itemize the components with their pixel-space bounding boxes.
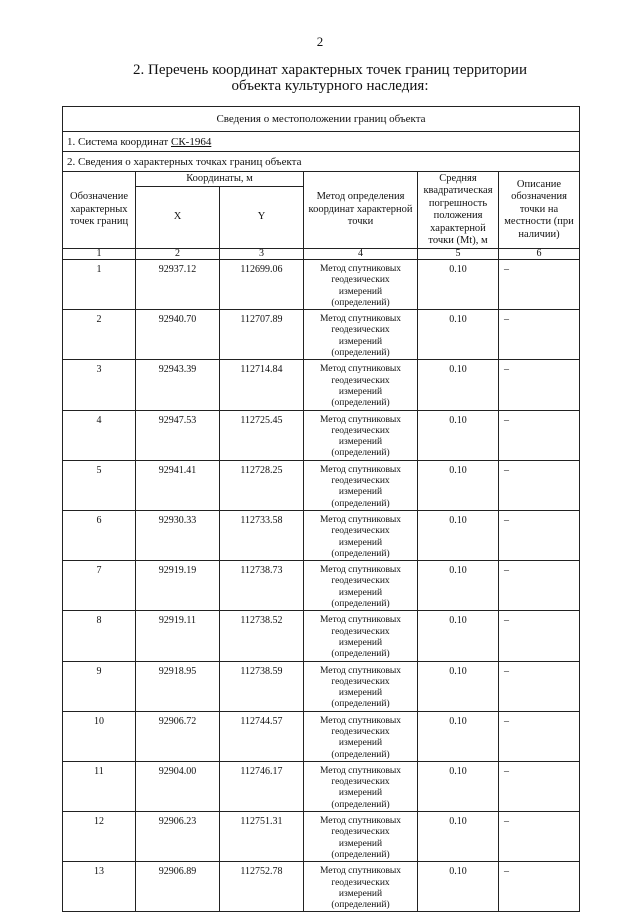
method-line: (определений) — [331, 548, 390, 559]
method-line: измерений — [338, 336, 383, 347]
col-header-coords: Координаты, м — [136, 172, 304, 187]
point-cell: 3 — [63, 360, 136, 410]
section-2-row: 2. Сведения о характерных точках границ объекта — [63, 152, 580, 172]
accuracy-cell: 0.10 — [418, 661, 499, 711]
description-cell: – — [499, 761, 580, 811]
method-line: (определений) — [331, 799, 390, 810]
description-cell: – — [499, 460, 580, 510]
y-coordinate-cell: 112725.45 — [220, 410, 304, 460]
method-line: Метод спутниковых — [319, 816, 402, 827]
column-number: 5 — [418, 249, 499, 260]
method-cell — [304, 410, 418, 460]
method-line: измерений — [338, 888, 383, 899]
accuracy-cell: 0.10 — [418, 812, 499, 862]
method-line: геодезических — [331, 576, 390, 587]
method-line: измерений — [338, 738, 383, 749]
accuracy-cell: 0.10 — [418, 410, 499, 460]
method-line: (определений) — [331, 398, 390, 409]
method-line: измерений — [338, 587, 383, 598]
coordinates-table — [62, 106, 580, 912]
col-header-method: Метод определения координат характерной точки — [304, 172, 418, 249]
method-line: геодезических — [331, 676, 390, 687]
method-line: измерений — [338, 838, 383, 849]
table-row — [63, 611, 580, 661]
description-cell: – — [499, 611, 580, 661]
method-line: Метод спутниковых — [319, 765, 402, 776]
accuracy-cell: 0.10 — [418, 260, 499, 310]
accuracy-cell: 0.10 — [418, 360, 499, 410]
accuracy-cell: 0.10 — [418, 510, 499, 560]
point-cell: 9 — [63, 661, 136, 711]
method-line: геодезических — [331, 425, 390, 436]
method-line: (определений) — [331, 448, 390, 459]
accuracy-cell: 0.10 — [418, 862, 499, 912]
method-line: измерений — [338, 688, 383, 699]
description-cell: – — [499, 510, 580, 560]
col-header-y: Y — [220, 187, 304, 249]
method-line: геодезических — [331, 275, 390, 286]
method-line: (определений) — [331, 348, 390, 359]
point-cell: 8 — [63, 611, 136, 661]
method-line: (определений) — [331, 699, 390, 710]
method-line: геодезических — [331, 325, 390, 336]
method-line: Метод спутниковых — [319, 514, 402, 525]
y-coordinate-cell: 112733.58 — [220, 510, 304, 560]
method-line: Метод спутниковых — [319, 615, 402, 626]
method-line: геодезических — [331, 726, 390, 737]
col-header-description: Описание обозначения точки на местности (при наличии) — [499, 172, 580, 249]
x-coordinate-cell: 92943.39 — [136, 360, 220, 410]
point-cell: 4 — [63, 410, 136, 460]
x-coordinate-cell: 92919.19 — [136, 561, 220, 611]
method-cell — [304, 862, 418, 912]
method-cell — [304, 661, 418, 711]
point-cell: 12 — [63, 812, 136, 862]
method-cell — [304, 360, 418, 410]
method-cell — [304, 812, 418, 862]
method-line: измерений — [338, 386, 383, 397]
method-line: (определений) — [331, 900, 390, 911]
method-line: (определений) — [331, 297, 390, 308]
x-coordinate-cell: 92919.11 — [136, 611, 220, 661]
description-cell: – — [499, 561, 580, 611]
description-cell: – — [499, 711, 580, 761]
y-coordinate-cell: 112752.78 — [220, 862, 304, 912]
x-coordinate-cell: 92940.70 — [136, 310, 220, 360]
table-row — [63, 460, 580, 510]
x-coordinate-cell: 92904.00 — [136, 761, 220, 811]
method-line: Метод спутниковых — [319, 414, 402, 425]
method-line: измерений — [338, 437, 383, 448]
method-line: Метод спутниковых — [319, 464, 402, 475]
page-number: 2 — [316, 34, 324, 49]
col-header-x: X — [136, 187, 220, 249]
x-coordinate-cell: 92941.41 — [136, 460, 220, 510]
description-cell: – — [499, 260, 580, 310]
method-line: Метод спутниковых — [319, 364, 402, 375]
point-cell: 1 — [63, 260, 136, 310]
table-row — [63, 260, 580, 310]
col-header-point: Обозначение характерных точек границ — [63, 172, 136, 249]
x-coordinate-cell: 92918.95 — [136, 661, 220, 711]
x-coordinate-cell: 92947.53 — [136, 410, 220, 460]
y-coordinate-cell: 112746.17 — [220, 761, 304, 811]
accuracy-cell: 0.10 — [418, 310, 499, 360]
table-row — [63, 310, 580, 360]
column-number: 4 — [304, 249, 418, 260]
point-cell: 7 — [63, 561, 136, 611]
table-row — [63, 360, 580, 410]
column-number-row — [63, 249, 580, 260]
y-coordinate-cell: 112738.59 — [220, 661, 304, 711]
method-cell — [304, 460, 418, 510]
point-cell: 5 — [63, 460, 136, 510]
col-header-accuracy: Средняя квадратическая погрешность положения характерной точки (Mt), м — [418, 172, 499, 249]
coordinate-system-row — [63, 132, 580, 152]
table-row — [63, 812, 580, 862]
y-coordinate-cell: 112751.31 — [220, 812, 304, 862]
y-coordinate-cell: 112714.84 — [220, 360, 304, 410]
method-line: геодезических — [331, 526, 390, 537]
x-coordinate-cell: 92906.89 — [136, 862, 220, 912]
x-coordinate-cell: 92930.33 — [136, 510, 220, 560]
y-coordinate-cell: 112707.89 — [220, 310, 304, 360]
x-coordinate-cell: 92906.23 — [136, 812, 220, 862]
method-line: измерений — [338, 286, 383, 297]
method-cell — [304, 611, 418, 661]
method-line: геодезических — [331, 827, 390, 838]
accuracy-cell: 0.10 — [418, 611, 499, 661]
accuracy-cell: 0.10 — [418, 711, 499, 761]
y-coordinate-cell: 112744.57 — [220, 711, 304, 761]
method-cell — [304, 310, 418, 360]
method-line: Метод спутниковых — [319, 715, 402, 726]
method-line: (определений) — [331, 498, 390, 509]
method-line: геодезических — [331, 626, 390, 637]
method-line: измерений — [338, 537, 383, 548]
table-row — [63, 761, 580, 811]
table-row — [63, 661, 580, 711]
accuracy-cell: 0.10 — [418, 761, 499, 811]
description-cell: – — [499, 410, 580, 460]
column-number: 6 — [499, 249, 580, 260]
description-cell: – — [499, 661, 580, 711]
description-cell: – — [499, 812, 580, 862]
point-cell: 6 — [63, 510, 136, 560]
method-line: геодезических — [331, 777, 390, 788]
point-cell: 13 — [63, 862, 136, 912]
description-cell: – — [499, 310, 580, 360]
method-line: (определений) — [331, 749, 390, 760]
accuracy-cell: 0.10 — [418, 460, 499, 510]
table-row — [63, 410, 580, 460]
method-line: Метод спутниковых — [319, 565, 402, 576]
table-row — [63, 711, 580, 761]
column-number: 3 — [220, 249, 304, 260]
method-line: измерений — [338, 637, 383, 648]
y-coordinate-cell: 112699.06 — [220, 260, 304, 310]
method-line: измерений — [338, 788, 383, 799]
description-cell: – — [499, 862, 580, 912]
title-line-1: 2. Перечень координат характерных точек границ территории — [133, 62, 527, 78]
y-coordinate-cell: 112738.73 — [220, 561, 304, 611]
method-line: геодезических — [331, 476, 390, 487]
y-coordinate-cell: 112738.52 — [220, 611, 304, 661]
method-line: (определений) — [331, 599, 390, 610]
method-line: Метод спутниковых — [319, 866, 402, 877]
method-line: измерений — [338, 487, 383, 498]
column-number: 2 — [136, 249, 220, 260]
method-line: (определений) — [331, 649, 390, 660]
table-row — [63, 862, 580, 912]
table-row — [63, 561, 580, 611]
description-cell: – — [499, 360, 580, 410]
method-line: Метод спутниковых — [319, 314, 402, 325]
document-title — [120, 62, 540, 94]
method-cell — [304, 510, 418, 560]
x-coordinate-cell: 92937.12 — [136, 260, 220, 310]
method-cell — [304, 561, 418, 611]
method-line: Метод спутниковых — [319, 665, 402, 676]
title-line-2: объекта культурного наследия: — [231, 78, 429, 94]
y-coordinate-cell: 112728.25 — [220, 460, 304, 510]
x-coordinate-cell: 92906.72 — [136, 711, 220, 761]
column-number: 1 — [63, 249, 136, 260]
coordinate-system-label: 1. Система координат — [67, 135, 171, 148]
method-cell — [304, 761, 418, 811]
point-cell: 2 — [63, 310, 136, 360]
method-cell — [304, 260, 418, 310]
method-line: геодезических — [331, 375, 390, 386]
table-header: Сведения о местоположении границ объекта — [63, 107, 580, 132]
table-row — [63, 510, 580, 560]
method-line: (определений) — [331, 849, 390, 860]
method-cell — [304, 711, 418, 761]
accuracy-cell: 0.10 — [418, 561, 499, 611]
coordinate-system-value: СК-1964 — [170, 135, 212, 148]
method-line: геодезических — [331, 877, 390, 888]
method-line: Метод спутниковых — [319, 264, 402, 274]
point-cell: 10 — [63, 711, 136, 761]
point-cell: 11 — [63, 761, 136, 811]
